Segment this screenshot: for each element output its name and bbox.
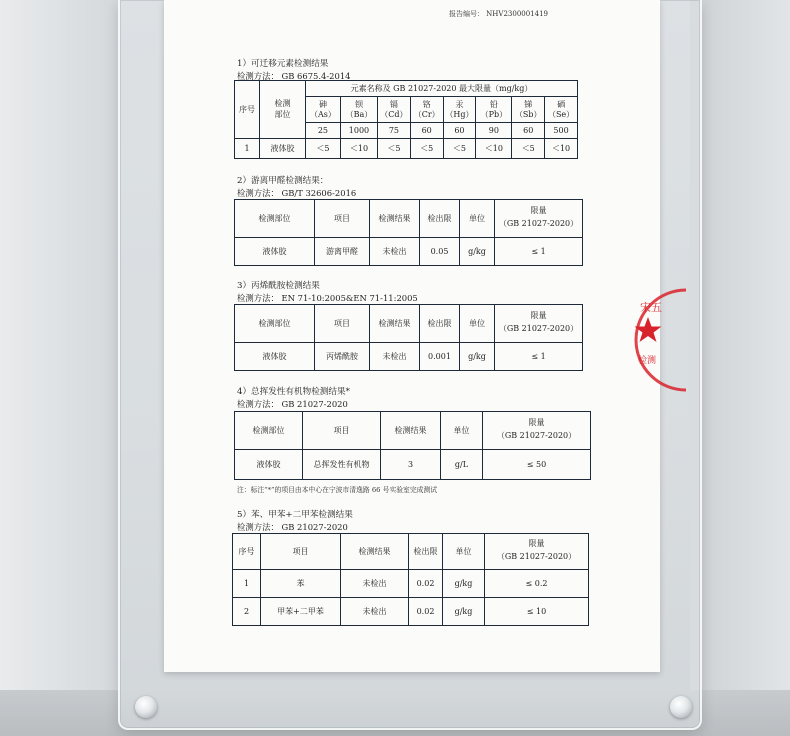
cell-result: 未检出 (341, 598, 409, 626)
th-element: 砷 （As） (305, 97, 340, 123)
result-cell: ＜10 (476, 139, 512, 159)
limit-cell: 25 (305, 123, 340, 139)
section-1-title: 1）可迁移元素检测结果 (237, 59, 329, 69)
cell-limit: ≤ 1 (495, 343, 583, 371)
cell-item: 丙烯酰胺 (315, 343, 370, 371)
th-unit: 单位 (460, 200, 495, 238)
th-limit: 限量 （GB 21027-2020） (495, 305, 583, 343)
cell-limit: ≤ 1 (495, 238, 583, 266)
section-5-title: 5）苯、甲苯+二甲苯检测结果 (237, 510, 353, 520)
limit-cell: 60 (443, 123, 476, 139)
footnote: 注：标注“*”的项目由本中心在宁波市清逸路 66 号实验室完成测试 (237, 486, 438, 494)
result-cell: ＜5 (378, 139, 411, 159)
limit-cell: 75 (378, 123, 411, 139)
section-3-title: 3）丙烯酰胺检测结果 (237, 281, 320, 291)
voc-table (234, 411, 591, 480)
cell-detection-limit: 0.02 (409, 570, 443, 598)
th-part: 检测部位 (260, 81, 306, 139)
acrylamide-table (234, 304, 583, 371)
th-limit: 限量 （GB 21027-2020） (495, 200, 583, 238)
result-cell: ＜5 (410, 139, 443, 159)
cell-detection-limit: 0.02 (409, 598, 443, 626)
benzene-table (232, 533, 589, 626)
cell-item: 苯 (261, 570, 341, 598)
th-result: 检测结果 (370, 305, 420, 343)
section-2-title: 2）游离甲醛检测结果： (237, 176, 329, 186)
cell-detection-limit: 0.001 (420, 343, 460, 371)
wall-left (0, 0, 120, 736)
report-number: 报告编号： NHV2300001419 (448, 10, 548, 18)
cell-result: 未检出 (370, 343, 420, 371)
cell-unit: g/kg (460, 238, 495, 266)
cell-seq: 2 (233, 598, 261, 626)
section-4-method: 检测方法： GB 21027-2020 (237, 399, 348, 409)
cell-result: 未检出 (370, 238, 420, 266)
limit-cell: 90 (476, 123, 512, 139)
th-part: 检测部位 (235, 305, 315, 343)
section-3-method: 检测方法： EN 71-10:2005&EN 71-11:2005 (237, 293, 418, 303)
th-element: 镉 （Cd） (378, 97, 411, 123)
th-element: 铅 （Pb） (476, 97, 512, 123)
th-element: 铬 （Cr） (410, 97, 443, 123)
th-result: 检测结果 (370, 200, 420, 238)
cell-result: 3 (381, 450, 441, 480)
th-result: 检测结果 (341, 534, 409, 570)
section-4-title: 4）总挥发性有机物检测结果* (237, 387, 350, 397)
th-item: 项目 (315, 305, 370, 343)
th-result: 检测结果 (381, 412, 441, 450)
th-item: 项目 (303, 412, 381, 450)
formaldehyde-table (234, 199, 583, 266)
cell-part: 液体胶 (235, 450, 303, 480)
row-part: 液体胶 (260, 139, 306, 159)
th-limit: 限量 （GB 21027-2020） (483, 412, 591, 450)
th-element-group: 元素名称及 GB 21027-2020 最大限量（mg/kg） (305, 81, 577, 97)
limit-cell: 60 (410, 123, 443, 139)
result-cell: ＜5 (305, 139, 340, 159)
th-unit: 单位 (441, 412, 483, 450)
section-1-method: 检测方法： GB 6675.4-2014 (237, 71, 351, 81)
wall-right (690, 0, 790, 736)
th-seq: 序号 (235, 81, 260, 139)
result-cell: ＜10 (340, 139, 377, 159)
result-cell: ＜10 (545, 139, 578, 159)
th-element: 硒 （Se） (545, 97, 578, 123)
result-cell: ＜5 (443, 139, 476, 159)
cell-limit: ≤ 50 (483, 450, 591, 480)
th-unit: 单位 (443, 534, 485, 570)
cell-part: 液体胶 (235, 343, 315, 371)
cell-result: 未检出 (341, 570, 409, 598)
section-2-method: 检测方法： GB/T 32606-2016 (237, 188, 357, 198)
cell-unit: g/kg (460, 343, 495, 371)
th-element: 汞 （Hg） (443, 97, 476, 123)
th-detection-limit: 检出限 (409, 534, 443, 570)
result-cell: ＜5 (512, 139, 545, 159)
th-unit: 单位 (460, 305, 495, 343)
svg-text:检测: 检测 (638, 356, 657, 366)
cell-part: 液体胶 (235, 238, 315, 266)
frame-screw-left (135, 696, 157, 718)
inspection-stamp (628, 285, 686, 395)
frame-screw-right (670, 696, 692, 718)
cell-unit: g/L (441, 450, 483, 480)
th-item: 项目 (261, 534, 341, 570)
limit-cell: 60 (512, 123, 545, 139)
th-element: 钡 （Ba） (340, 97, 377, 123)
cell-limit: ≤ 10 (485, 598, 589, 626)
th-item: 项目 (315, 200, 370, 238)
cell-unit: g/kg (443, 598, 485, 626)
th-element: 锑 （Sb） (512, 97, 545, 123)
th-limit: 限量 （GB 21027-2020） (485, 534, 589, 570)
cell-seq: 1 (233, 570, 261, 598)
cell-item: 游离甲醛 (315, 238, 370, 266)
section-5-method: 检测方法： GB 21027-2020 (237, 522, 348, 532)
svg-text:宋五: 宋五 (640, 301, 662, 314)
th-seq: 序号 (233, 534, 261, 570)
report-page (164, 0, 660, 672)
th-part: 检测部位 (235, 412, 303, 450)
cell-item: 总挥发性有机物 (303, 450, 381, 480)
th-detection-limit: 检出限 (420, 305, 460, 343)
cell-limit: ≤ 0.2 (485, 570, 589, 598)
element-table (234, 80, 578, 159)
limit-cell: 500 (545, 123, 578, 139)
row-seq: 1 (235, 139, 260, 159)
cell-detection-limit: 0.05 (420, 238, 460, 266)
cell-unit: g/kg (443, 570, 485, 598)
th-detection-limit: 检出限 (420, 200, 460, 238)
th-part: 检测部位 (235, 200, 315, 238)
cell-item: 甲苯+二甲苯 (261, 598, 341, 626)
limit-cell: 1000 (340, 123, 377, 139)
